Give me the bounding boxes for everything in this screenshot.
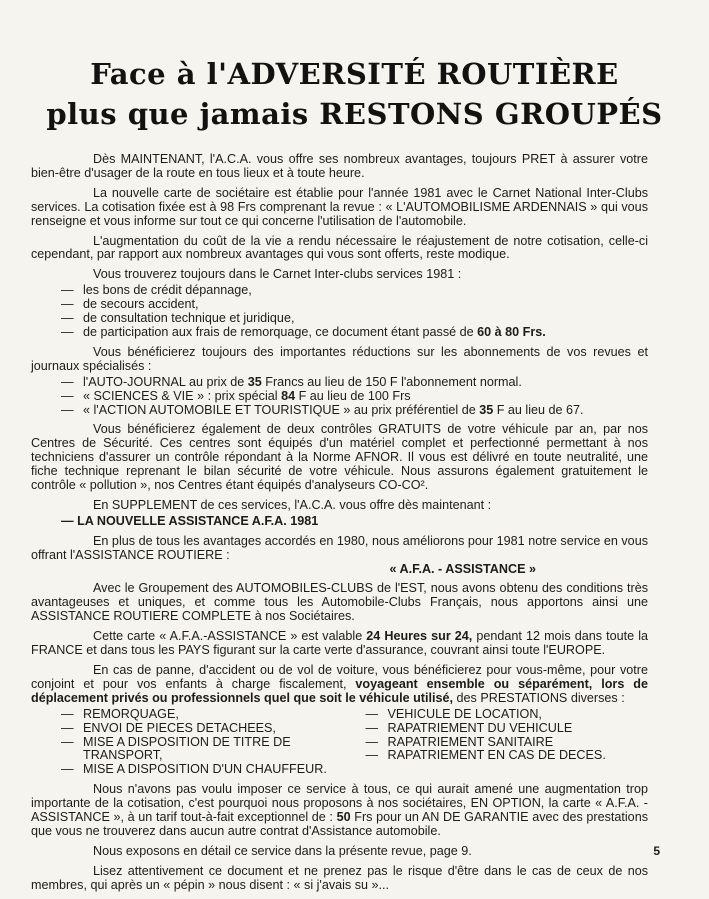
- paragraph-supplement: En SUPPLEMENT de ces services, l'A.C.A. vous offre dès maintenant :: [93, 497, 492, 512]
- paragraph-validite: [31, 630, 648, 658]
- dash-mark: —: [61, 402, 74, 417]
- text-run: l'AUTO-JOURNAL au prix de: [83, 374, 248, 389]
- paragraph-exposons: Nous exposons en détail ce service dans la présente revue, page 9.: [93, 843, 472, 858]
- price-change: 60 à 80 Frs.: [477, 324, 546, 339]
- dash-mark: —: [365, 706, 379, 721]
- validity-hours: 24 Heures sur 24,: [366, 629, 473, 644]
- list-item: [61, 708, 344, 722]
- list-item-text: RAPATRIEMENT DU VEHICULE: [387, 720, 573, 735]
- text-run: Francs au lieu de 150 F l'abonnement normal.: [261, 374, 522, 389]
- dash-mark: —: [365, 734, 379, 749]
- dash-mark: —: [61, 374, 74, 389]
- dash-mark: —: [365, 748, 379, 763]
- paragraph-reductions-intro: Vous bénéficierez toujours des importantes réductions sur les abonnements de vos revues et journaux spécialisés :: [31, 344, 648, 373]
- list-item: [366, 736, 649, 750]
- text-run: pendant 12 mois dans toute la FRANCE et dans tous les PAYS figurant sur la carte verte d'assurance, couvrant ainsi toute l'EUROPE.: [31, 629, 648, 658]
- text-run: Cette carte « A.F.A.-ASSISTANCE » est valable: [93, 629, 367, 644]
- price: 50: [336, 810, 351, 825]
- title-line-2: plus que jamais RESTONS GROUPÉS: [46, 97, 663, 131]
- dash-mark: —: [61, 297, 74, 312]
- list-item-text: de consultation technique et juridique,: [83, 311, 295, 326]
- list-item-text: [83, 404, 648, 418]
- price: 35: [247, 374, 262, 389]
- dash-mark: —: [61, 324, 74, 339]
- dash-mark: —: [61, 706, 74, 721]
- paragraph-carte: La nouvelle carte de sociétaire est établie pour l'année 1981 avec le Carnet National Inter-Clubs services. La cotisation fixée est à 98 Frs comprenant la revue : « L'AUTOMOBILISME ARDENNAIS » qui vous renseigne et vous informe sur tout ce qui concerne l'utilisation de l'automobile.: [31, 185, 648, 228]
- dash-mark: —: [61, 388, 74, 403]
- text-run: « SCIENCES & VIE » : prix spécial: [83, 388, 282, 403]
- price: 84: [281, 388, 296, 403]
- text-run: Nous n'avons pas voulu imposer ce service à tous, ce qui aurait amené une augmentation trop importante de la cotisation, c'est pourquoi nous proposons à nos sociétaires, EN OPTION, la carte « A.F.A. - ASSISTANCE », à un tarif tout-à-fait exceptionnel de :: [31, 782, 648, 825]
- prestations-right: [344, 708, 649, 778]
- list-item-text: MISE A DISPOSITION D'UN CHAUFFEUR.: [83, 762, 327, 777]
- list-item: [31, 284, 648, 298]
- dash-mark: —: [61, 762, 74, 777]
- dash-mark: —: [61, 720, 74, 735]
- list-item-text-pre: de participation aux frais de remorquage, ce document étant passé de: [83, 324, 478, 339]
- list-item-text: [83, 390, 648, 404]
- text-run: des PRESTATIONS diverses :: [453, 690, 625, 705]
- list-item-text: ENVOI DE PIECES DETACHEES,: [83, 720, 276, 735]
- list-item-text: REMORQUAGE,: [83, 706, 179, 721]
- dash-mark: —: [61, 734, 74, 749]
- list-item-text: de secours accident,: [83, 297, 199, 312]
- list-item-text: RAPATRIEMENT EN CAS DE DECES.: [387, 748, 606, 763]
- dash-mark: —: [365, 720, 379, 735]
- text-run: F au lieu de 67.: [493, 402, 584, 417]
- list-item: [366, 708, 649, 722]
- list-item: [31, 312, 648, 326]
- price: 35: [479, 402, 494, 417]
- title-line-1: Face à l'ADVERSITÉ ROUTIÈRE: [90, 57, 619, 91]
- list-item: [61, 736, 344, 764]
- text-run-bold: voyageant ensemble ou séparément, lors de déplacement privés ou professionnels quel que soit le véhicule utilisé,: [31, 676, 648, 705]
- assistance-label: « A.F.A. - ASSISTANCE »: [389, 561, 536, 576]
- paragraph-groupement: Avec le Groupement des AUTOMOBILES-CLUBS de l'EST, nous avons obtenu des conditions très avantageuses et uniques, et comme tous les Automobile-Clubs Français, nous apportons ainsi une ASSISTANCE ROUTIERE COMPLETE à nos Sociétaires.: [31, 581, 648, 624]
- page-title: [0, 54, 709, 134]
- list-item: [31, 326, 648, 340]
- supplement-item: — LA NOUVELLE ASSISTANCE A.F.A. 1981: [61, 513, 319, 528]
- text-run: En cas de panne, d'accident ou de vol de voiture, vous bénéficierez pour vous-même, pour votre conjoint et pour vos enfants à charge fiscalement,: [31, 663, 648, 691]
- list-item: [31, 390, 648, 404]
- prestations-left: [61, 708, 344, 778]
- text-run: F au lieu de 100 Frs: [295, 388, 411, 403]
- paragraph-carnet-intro: Vous trouverez toujours dans le Carnet Inter-clubs services 1981 :: [93, 267, 462, 282]
- list-item: [61, 722, 344, 736]
- paragraph-augmentation: L'augmentation du coût de la vie a rendu nécessaire le réajustement de notre cotisation, celle-ci cependant, par rapport aux nombreux avantages qui vous sont offerts, reste modique.: [31, 233, 648, 262]
- text-run: Frs pour un AN DE GARANTIE avec des prestations que vous ne trouverez dans aucun autre contrat d'Assistance automobile.: [31, 810, 648, 838]
- paragraph-panne: [31, 664, 648, 706]
- article-body: [31, 153, 648, 899]
- list-item-text: [83, 376, 648, 390]
- prestations-list: [31, 708, 648, 778]
- paragraph-plus: En plus de tous les avantages accordés en 1980, nous améliorons pour 1981 notre service en vous offrant l'ASSISTANCE ROUTIERE :: [31, 533, 648, 562]
- list-item: [31, 298, 648, 312]
- list-item: [31, 404, 648, 418]
- dash-mark: —: [61, 311, 74, 326]
- list-item-text: MISE A DISPOSITION DE TITRE DE TRANSPORT,: [83, 734, 291, 763]
- paragraph-option: [31, 783, 648, 839]
- paragraph-controles: Vous bénéficierez également de deux contrôles GRATUITS de votre véhicule par an, par nos Centres de Sécurité. Ces centres sont équipés d'un matériel complet et perfectionné permettant à nos techniciens d'assurer un contrôle répondant à la Norme AFNOR. Il vous est délivré en toute neutralité, une fiche technique reprenant le bilan sécurité de votre véhicule. Nous assurons également gratuitement le contrôle « pollution », nos Centres étant équipés d'analyseurs CO-CO².: [31, 422, 648, 493]
- text-run: « l'ACTION AUTOMOBILE ET TOURISTIQUE » au prix préférentiel de: [83, 402, 480, 417]
- dash-mark: —: [61, 283, 74, 298]
- list-item: [61, 763, 344, 777]
- paragraph-intro: Dès MAINTENANT, l'A.C.A. vous offre ses nombreux avantages, toujours PRET à assurer votre bien-être d'usager de la route en tous lieux et à toute heure.: [31, 152, 648, 180]
- list-item-text: les bons de crédit dépannage,: [83, 283, 252, 298]
- list-item: [366, 722, 649, 736]
- list-item: [31, 376, 648, 390]
- page-number: 5: [653, 844, 660, 858]
- list-item-text: VEHICULE DE LOCATION,: [387, 706, 542, 721]
- list-item-text: RAPATRIEMENT SANITAIRE: [387, 734, 554, 749]
- list-item-text: [83, 326, 648, 340]
- list-item: [366, 749, 649, 763]
- paragraph-lisez: Lisez attentivement ce document et ne prenez pas le risque d'être dans le cas de ceux de nos membres, qui après un « pépin » nous disent : « si j'avais su »...: [31, 863, 648, 892]
